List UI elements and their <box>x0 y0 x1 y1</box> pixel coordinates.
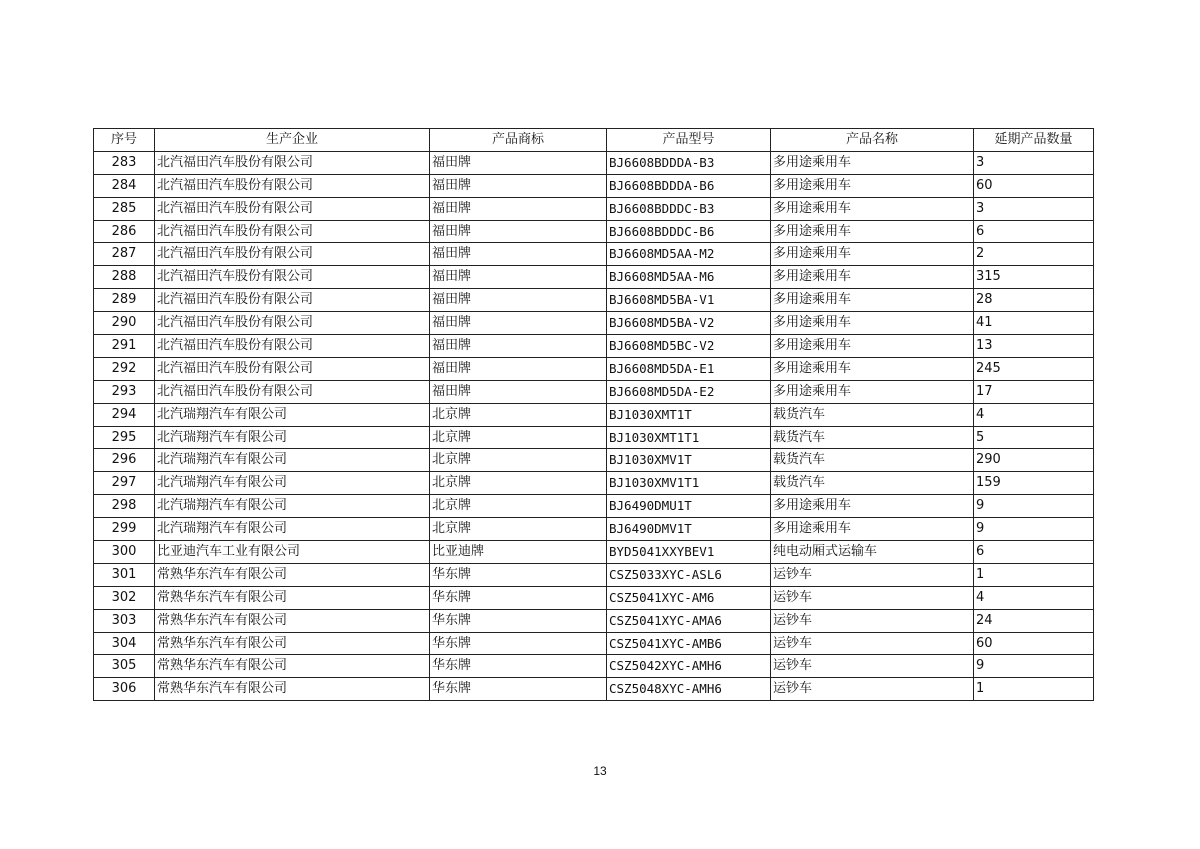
cell-model: BJ6608BDDDA-B3 <box>607 151 771 174</box>
cell-brand: 福田牌 <box>430 266 607 289</box>
cell-quantity: 60 <box>974 632 1094 655</box>
cell-product-name: 多用途乘用车 <box>771 380 974 403</box>
cell-seq: 302 <box>94 586 155 609</box>
cell-manufacturer: 北汽瑞翔汽车有限公司 <box>155 472 430 495</box>
cell-manufacturer: 北汽福田汽车股份有限公司 <box>155 266 430 289</box>
cell-model: BJ6608MD5AA-M2 <box>607 243 771 266</box>
cell-quantity: 13 <box>974 335 1094 358</box>
cell-brand: 华东牌 <box>430 586 607 609</box>
cell-seq: 295 <box>94 426 155 449</box>
cell-product-name: 多用途乘用车 <box>771 357 974 380</box>
cell-seq: 290 <box>94 312 155 335</box>
cell-brand: 福田牌 <box>430 197 607 220</box>
cell-quantity: 5 <box>974 426 1094 449</box>
cell-seq: 303 <box>94 609 155 632</box>
cell-brand: 福田牌 <box>430 151 607 174</box>
cell-product-name: 多用途乘用车 <box>771 243 974 266</box>
cell-product-name: 运钞车 <box>771 586 974 609</box>
table-row <box>94 632 1094 655</box>
cell-model: BJ6608MD5AA-M6 <box>607 266 771 289</box>
cell-seq: 283 <box>94 151 155 174</box>
table-row <box>94 335 1094 358</box>
table-row <box>94 426 1094 449</box>
table-row <box>94 655 1094 678</box>
cell-manufacturer: 北汽福田汽车股份有限公司 <box>155 174 430 197</box>
cell-manufacturer: 北汽瑞翔汽车有限公司 <box>155 403 430 426</box>
cell-quantity: 1 <box>974 563 1094 586</box>
cell-seq: 300 <box>94 541 155 564</box>
cell-model: BJ1030XMV1T <box>607 449 771 472</box>
cell-seq: 305 <box>94 655 155 678</box>
cell-brand: 福田牌 <box>430 357 607 380</box>
cell-brand: 比亚迪牌 <box>430 541 607 564</box>
cell-quantity: 9 <box>974 655 1094 678</box>
table-row <box>94 472 1094 495</box>
table-row <box>94 563 1094 586</box>
cell-model: BJ6608MD5BC-V2 <box>607 335 771 358</box>
cell-model: BYD5041XXYBEV1 <box>607 541 771 564</box>
cell-product-name: 多用途乘用车 <box>771 174 974 197</box>
cell-product-name: 载货汽车 <box>771 472 974 495</box>
cell-quantity: 290 <box>974 449 1094 472</box>
header-seq: 序号 <box>94 129 155 152</box>
cell-manufacturer: 常熟华东汽车有限公司 <box>155 678 430 701</box>
cell-quantity: 24 <box>974 609 1094 632</box>
cell-manufacturer: 北汽瑞翔汽车有限公司 <box>155 426 430 449</box>
cell-manufacturer: 北汽福田汽车股份有限公司 <box>155 289 430 312</box>
table-header-row <box>94 129 1094 152</box>
cell-product-name: 载货汽车 <box>771 426 974 449</box>
header-model: 产品型号 <box>607 129 771 152</box>
cell-model: BJ6608MD5BA-V2 <box>607 312 771 335</box>
cell-quantity: 41 <box>974 312 1094 335</box>
cell-quantity: 9 <box>974 518 1094 541</box>
cell-quantity: 60 <box>974 174 1094 197</box>
cell-model: CSZ5042XYC-AMH6 <box>607 655 771 678</box>
cell-quantity: 2 <box>974 243 1094 266</box>
table-body <box>94 151 1094 700</box>
cell-brand: 北京牌 <box>430 426 607 449</box>
table-row <box>94 357 1094 380</box>
cell-brand: 福田牌 <box>430 220 607 243</box>
table-row <box>94 541 1094 564</box>
cell-product-name: 多用途乘用车 <box>771 220 974 243</box>
cell-product-name: 多用途乘用车 <box>771 197 974 220</box>
cell-product-name: 多用途乘用车 <box>771 151 974 174</box>
table-row <box>94 586 1094 609</box>
cell-quantity: 4 <box>974 586 1094 609</box>
cell-product-name: 多用途乘用车 <box>771 495 974 518</box>
table-row <box>94 495 1094 518</box>
cell-brand: 北京牌 <box>430 449 607 472</box>
cell-brand: 福田牌 <box>430 289 607 312</box>
page-number: 13 <box>593 764 607 778</box>
cell-quantity: 4 <box>974 403 1094 426</box>
table-row <box>94 518 1094 541</box>
cell-quantity: 3 <box>974 197 1094 220</box>
table-row <box>94 403 1094 426</box>
cell-brand: 北京牌 <box>430 403 607 426</box>
table-row <box>94 449 1094 472</box>
cell-product-name: 多用途乘用车 <box>771 335 974 358</box>
table-row <box>94 151 1094 174</box>
header-brand: 产品商标 <box>430 129 607 152</box>
cell-quantity: 315 <box>974 266 1094 289</box>
cell-seq: 291 <box>94 335 155 358</box>
cell-brand: 华东牌 <box>430 632 607 655</box>
cell-manufacturer: 北汽福田汽车股份有限公司 <box>155 243 430 266</box>
cell-brand: 福田牌 <box>430 243 607 266</box>
header-manufacturer: 生产企业 <box>155 129 430 152</box>
cell-model: BJ6608MD5DA-E2 <box>607 380 771 403</box>
cell-seq: 299 <box>94 518 155 541</box>
cell-seq: 284 <box>94 174 155 197</box>
cell-manufacturer: 北汽瑞翔汽车有限公司 <box>155 449 430 472</box>
table-row <box>94 312 1094 335</box>
cell-quantity: 159 <box>974 472 1094 495</box>
cell-model: CSZ5041XYC-AM6 <box>607 586 771 609</box>
cell-brand: 华东牌 <box>430 678 607 701</box>
table-row <box>94 678 1094 701</box>
cell-model: BJ6490DMV1T <box>607 518 771 541</box>
cell-brand: 北京牌 <box>430 495 607 518</box>
vehicle-extension-table <box>93 128 1094 701</box>
cell-brand: 北京牌 <box>430 518 607 541</box>
cell-manufacturer: 北汽福田汽车股份有限公司 <box>155 197 430 220</box>
table-row <box>94 380 1094 403</box>
cell-brand: 华东牌 <box>430 655 607 678</box>
cell-product-name: 载货汽车 <box>771 449 974 472</box>
cell-product-name: 运钞车 <box>771 678 974 701</box>
table-row <box>94 609 1094 632</box>
cell-seq: 289 <box>94 289 155 312</box>
table-row <box>94 266 1094 289</box>
cell-seq: 304 <box>94 632 155 655</box>
table-row <box>94 220 1094 243</box>
cell-brand: 福田牌 <box>430 312 607 335</box>
cell-model: BJ6608BDDDC-B6 <box>607 220 771 243</box>
cell-manufacturer: 北汽福田汽车股份有限公司 <box>155 151 430 174</box>
cell-brand: 华东牌 <box>430 563 607 586</box>
cell-model: BJ6608MD5DA-E1 <box>607 357 771 380</box>
cell-manufacturer: 北汽福田汽车股份有限公司 <box>155 380 430 403</box>
table-row <box>94 289 1094 312</box>
cell-model: BJ6490DMU1T <box>607 495 771 518</box>
cell-product-name: 多用途乘用车 <box>771 518 974 541</box>
cell-manufacturer: 常熟华东汽车有限公司 <box>155 609 430 632</box>
cell-manufacturer: 北汽福田汽车股份有限公司 <box>155 312 430 335</box>
header-quantity: 延期产品数量 <box>974 129 1094 152</box>
cell-quantity: 17 <box>974 380 1094 403</box>
cell-brand: 北京牌 <box>430 472 607 495</box>
cell-model: CSZ5033XYC-ASL6 <box>607 563 771 586</box>
cell-model: BJ1030XMV1T1 <box>607 472 771 495</box>
table-row <box>94 174 1094 197</box>
cell-manufacturer: 比亚迪汽车工业有限公司 <box>155 541 430 564</box>
cell-seq: 288 <box>94 266 155 289</box>
table-row <box>94 197 1094 220</box>
cell-quantity: 245 <box>974 357 1094 380</box>
cell-seq: 293 <box>94 380 155 403</box>
cell-model: CSZ5041XYC-AMA6 <box>607 609 771 632</box>
cell-brand: 华东牌 <box>430 609 607 632</box>
cell-brand: 福田牌 <box>430 174 607 197</box>
cell-product-name: 运钞车 <box>771 655 974 678</box>
cell-quantity: 28 <box>974 289 1094 312</box>
cell-seq: 292 <box>94 357 155 380</box>
cell-seq: 287 <box>94 243 155 266</box>
cell-seq: 296 <box>94 449 155 472</box>
table-row <box>94 243 1094 266</box>
cell-quantity: 6 <box>974 541 1094 564</box>
cell-manufacturer: 常熟华东汽车有限公司 <box>155 655 430 678</box>
cell-product-name: 运钞车 <box>771 563 974 586</box>
cell-manufacturer: 北汽福田汽车股份有限公司 <box>155 220 430 243</box>
cell-model: BJ6608BDDDA-B6 <box>607 174 771 197</box>
cell-manufacturer: 北汽瑞翔汽车有限公司 <box>155 518 430 541</box>
cell-manufacturer: 常熟华东汽车有限公司 <box>155 632 430 655</box>
cell-quantity: 6 <box>974 220 1094 243</box>
cell-product-name: 多用途乘用车 <box>771 312 974 335</box>
cell-seq: 298 <box>94 495 155 518</box>
cell-product-name: 多用途乘用车 <box>771 266 974 289</box>
cell-quantity: 9 <box>974 495 1094 518</box>
cell-model: BJ6608BDDDC-B3 <box>607 197 771 220</box>
cell-seq: 286 <box>94 220 155 243</box>
cell-manufacturer: 常熟华东汽车有限公司 <box>155 586 430 609</box>
cell-product-name: 运钞车 <box>771 632 974 655</box>
cell-model: CSZ5041XYC-AMB6 <box>607 632 771 655</box>
cell-manufacturer: 北汽福田汽车股份有限公司 <box>155 335 430 358</box>
cell-model: CSZ5048XYC-AMH6 <box>607 678 771 701</box>
cell-model: BJ1030XMT1T <box>607 403 771 426</box>
cell-product-name: 多用途乘用车 <box>771 289 974 312</box>
cell-product-name: 载货汽车 <box>771 403 974 426</box>
cell-seq: 301 <box>94 563 155 586</box>
header-product-name: 产品名称 <box>771 129 974 152</box>
cell-model: BJ1030XMT1T1 <box>607 426 771 449</box>
cell-brand: 福田牌 <box>430 335 607 358</box>
cell-quantity: 1 <box>974 678 1094 701</box>
cell-product-name: 纯电动厢式运输车 <box>771 541 974 564</box>
cell-seq: 306 <box>94 678 155 701</box>
cell-quantity: 3 <box>974 151 1094 174</box>
cell-manufacturer: 北汽瑞翔汽车有限公司 <box>155 495 430 518</box>
cell-seq: 285 <box>94 197 155 220</box>
cell-model: BJ6608MD5BA-V1 <box>607 289 771 312</box>
cell-product-name: 运钞车 <box>771 609 974 632</box>
cell-manufacturer: 北汽福田汽车股份有限公司 <box>155 357 430 380</box>
cell-brand: 福田牌 <box>430 380 607 403</box>
cell-manufacturer: 常熟华东汽车有限公司 <box>155 563 430 586</box>
cell-seq: 294 <box>94 403 155 426</box>
cell-seq: 297 <box>94 472 155 495</box>
